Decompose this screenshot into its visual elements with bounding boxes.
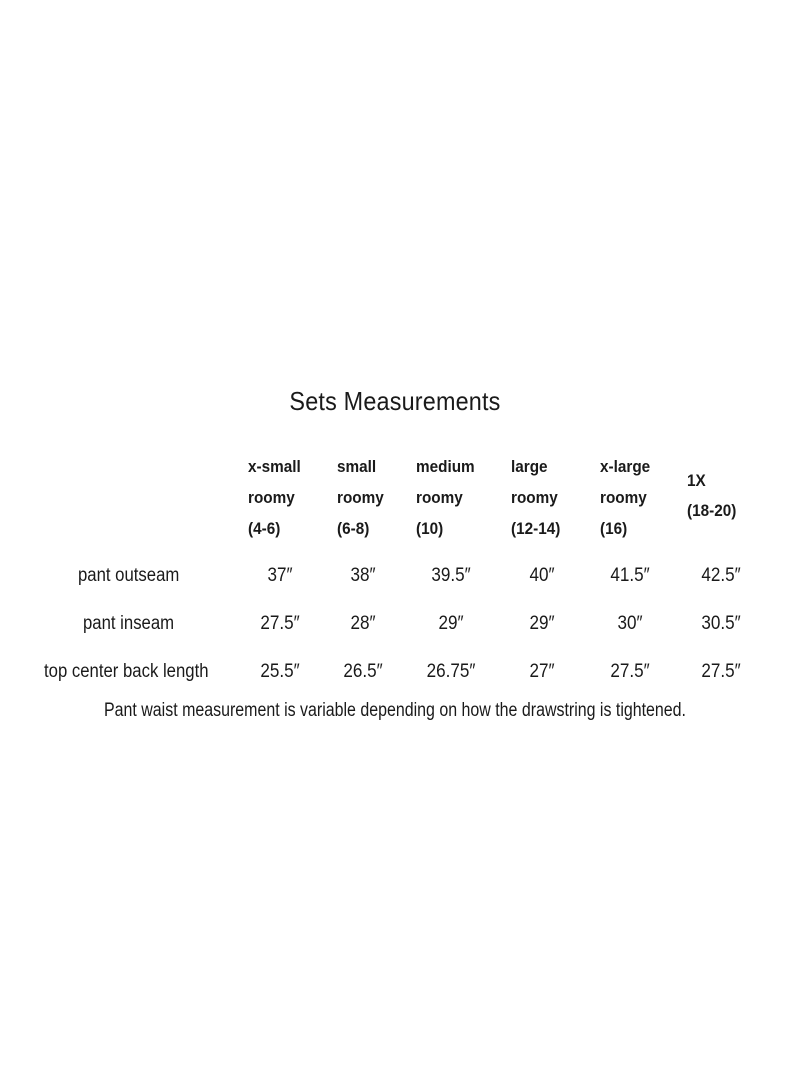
size-range: (4-6) bbox=[248, 519, 281, 538]
size-name: small bbox=[337, 457, 377, 476]
size-header-medium bbox=[416, 451, 475, 544]
size-header-small bbox=[337, 451, 384, 544]
size-fit: roomy bbox=[337, 488, 384, 507]
table-cell: 29″ bbox=[438, 613, 464, 634]
waist-note: Pant waist measurement is variable depending on how the drawstring is tightened. bbox=[104, 700, 686, 721]
size-fit: roomy bbox=[248, 488, 295, 507]
size-range: (12-14) bbox=[511, 519, 561, 538]
size-header-x-small bbox=[248, 451, 301, 544]
chart-title: Sets Measurements bbox=[289, 386, 501, 416]
table-cell: 28″ bbox=[350, 613, 376, 634]
size-header-1x bbox=[687, 466, 736, 526]
table-cell: 40″ bbox=[529, 565, 555, 586]
row-label-pant-outseam: pant outseam bbox=[78, 565, 180, 586]
size-name: x-small bbox=[248, 457, 301, 476]
table-cell: 27.5″ bbox=[610, 661, 650, 682]
row-label-pant-inseam: pant inseam bbox=[83, 613, 175, 634]
size-range: (16) bbox=[600, 519, 628, 538]
table-cell: 39.5″ bbox=[431, 565, 471, 586]
size-range: (6-8) bbox=[337, 519, 370, 538]
table-cell: 27″ bbox=[529, 661, 555, 682]
table-cell: 37″ bbox=[267, 565, 293, 586]
table-cell: 30.5″ bbox=[701, 613, 741, 634]
table-cell: 26.75″ bbox=[426, 661, 476, 682]
size-name: 1X bbox=[687, 471, 706, 490]
size-fit: roomy bbox=[511, 488, 558, 507]
size-range: (18-20) bbox=[687, 501, 737, 520]
table-cell: 30″ bbox=[617, 613, 643, 634]
size-header-large bbox=[511, 451, 560, 544]
table-cell: 26.5″ bbox=[343, 661, 383, 682]
table-cell: 38″ bbox=[350, 565, 376, 586]
table-cell: 25.5″ bbox=[260, 661, 300, 682]
size-name: medium bbox=[416, 457, 475, 476]
size-fit: roomy bbox=[600, 488, 647, 507]
size-range: (10) bbox=[416, 519, 444, 538]
table-cell: 41.5″ bbox=[610, 565, 650, 586]
row-label-top-center-back-length: top center back length bbox=[44, 661, 209, 682]
size-name: large bbox=[511, 457, 548, 476]
size-header-x-large bbox=[600, 451, 650, 544]
size-name: x-large bbox=[600, 457, 651, 476]
size-fit: roomy bbox=[416, 488, 463, 507]
table-cell: 29″ bbox=[529, 613, 555, 634]
table-cell: 27.5″ bbox=[260, 613, 300, 634]
table-cell: 27.5″ bbox=[701, 661, 741, 682]
table-cell: 42.5″ bbox=[701, 565, 741, 586]
